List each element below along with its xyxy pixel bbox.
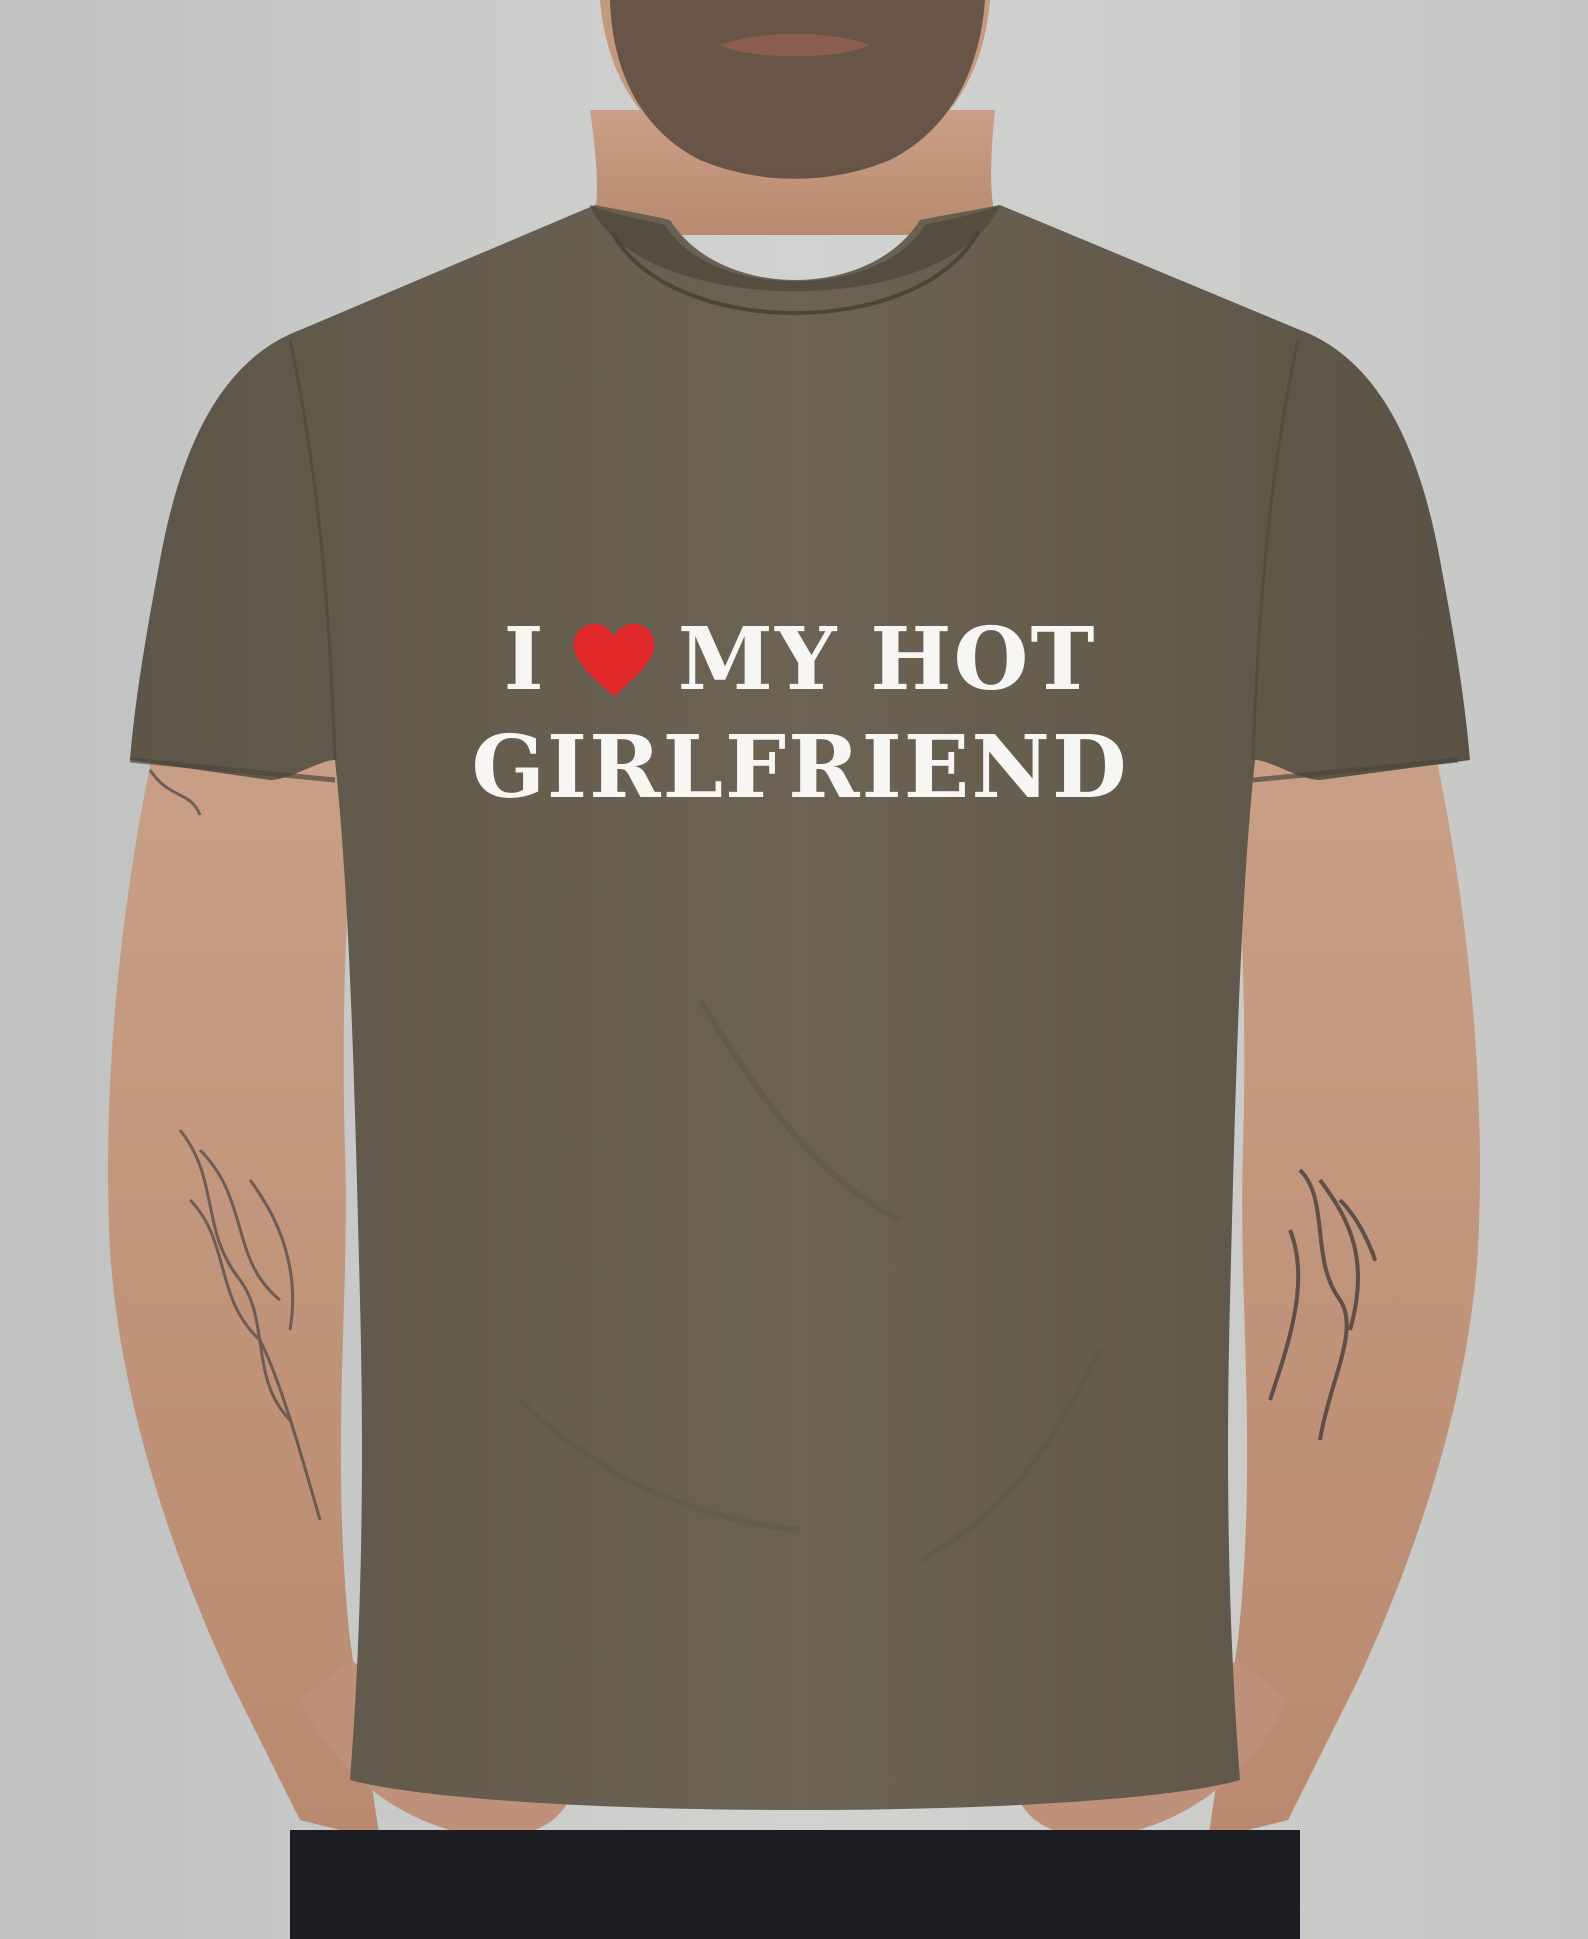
heart-icon	[572, 622, 656, 698]
print-line-2	[470, 714, 1130, 822]
jeans	[290, 1830, 1300, 1939]
print-line-1	[470, 606, 1130, 714]
print-text-i: I	[503, 609, 546, 710]
print-text-girlfriend: GIRLFRIEND	[471, 717, 1129, 818]
shirt-print	[470, 606, 1130, 822]
print-text-my-hot: MY HOT	[677, 609, 1097, 710]
